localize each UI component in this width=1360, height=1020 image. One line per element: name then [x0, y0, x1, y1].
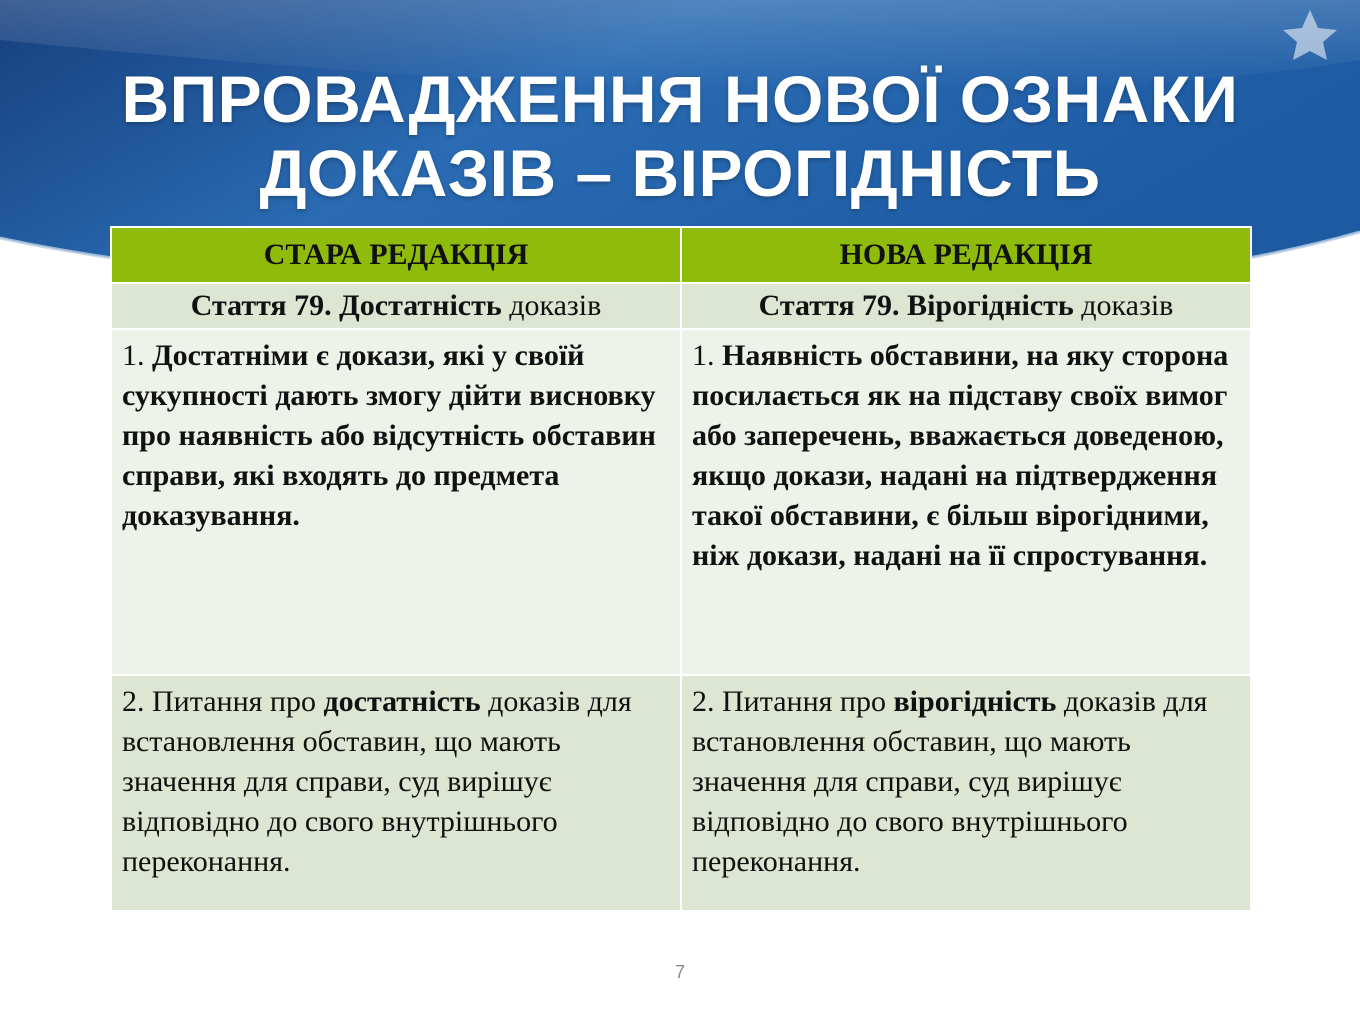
header-old-edition: СТАРА РЕДАКЦІЯ: [111, 227, 681, 283]
paragraph2-new-rest: доказів для встановлення обставин, що мають значення для справи, суд вирішує відповідно до свого внутрішнього переконання.: [692, 685, 1208, 878]
paragraph2-new-keyword: вірогідність: [893, 685, 1057, 718]
paragraph2-old-cell: [111, 675, 681, 911]
paragraph1-new-prefix: 1.: [692, 339, 722, 372]
article-old-title: Стаття 79. Достатність: [190, 289, 502, 322]
paragraph1-new-text: Наявність обставини, на яку сторона посилається як на підставу своїх вимог або заперечень, вважається доведеною, якщо докази, надані на підтвердження такої обставини, є більш вірогідними, ніж докази, надані на її спростування.: [692, 339, 1229, 572]
article-new-rest: доказів: [1073, 289, 1174, 322]
slide-title: [0, 62, 1360, 210]
paragraph2-new-prefix: 2. Питання про: [692, 685, 894, 718]
paragraph2-old-rest: доказів для встановлення обставин, що мають значення для справи, суд вирішує відповідно до свого внутрішнього переконання.: [122, 685, 632, 878]
article-new-title: Стаття 79. Вірогідність: [758, 289, 1074, 322]
table-row: [111, 283, 1251, 329]
paragraph2-new-cell: [681, 675, 1251, 911]
article-old-rest: доказів: [501, 289, 602, 322]
table-header-row: [111, 227, 1251, 283]
page-number: 7: [674, 962, 685, 982]
table-row: [111, 675, 1251, 911]
paragraph2-old-prefix: 2. Питання про: [122, 685, 324, 718]
paragraph1-new-cell: [681, 329, 1251, 675]
paragraph1-old-text: Достатніми є докази, які у своїй сукупності дають змогу дійти висновку про наявність або відсутність обставин справи, які входять до предмета доказування.: [122, 339, 656, 532]
comparison-table: [110, 226, 1252, 912]
title-line-1: ВПРОВАДЖЕННЯ НОВОЇ ОЗНАКИ: [121, 62, 1239, 136]
article-new-cell: [681, 283, 1251, 329]
paragraph1-old-prefix: 1.: [122, 339, 152, 372]
title-line-2: ДОКАЗІВ – ВІРОГІДНІСТЬ: [259, 136, 1101, 210]
table-row: [111, 329, 1251, 675]
header-new-edition: НОВА РЕДАКЦІЯ: [681, 227, 1251, 283]
article-old-cell: [111, 283, 681, 329]
paragraph2-old-keyword: достатність: [323, 685, 481, 718]
paragraph1-old-cell: [111, 329, 681, 675]
